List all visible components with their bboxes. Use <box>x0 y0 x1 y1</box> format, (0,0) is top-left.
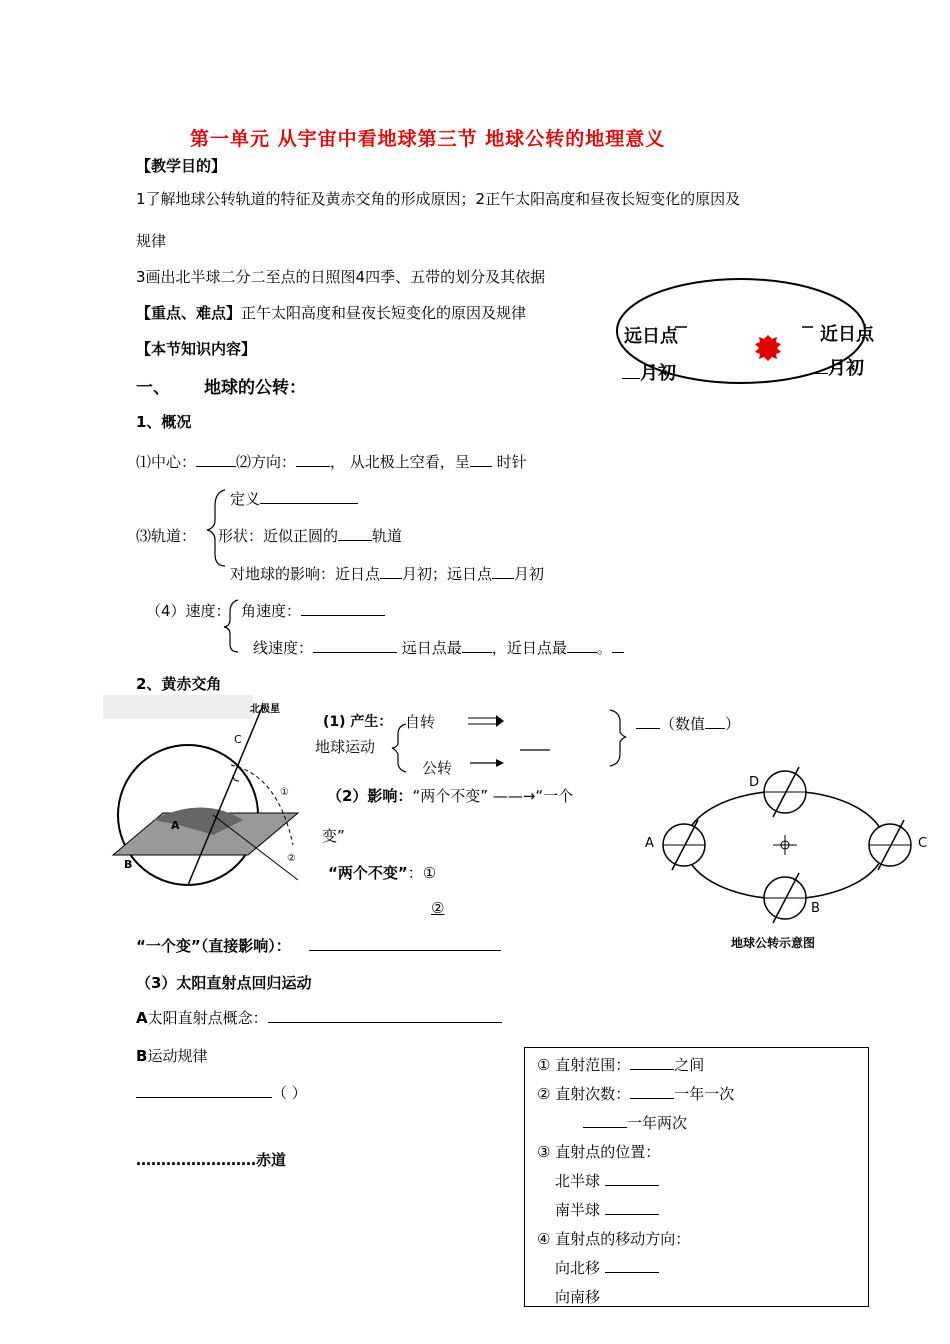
near-point-month: 月初 <box>810 354 864 380</box>
orbit-shape: 形状：近似正圆的 轨道 <box>218 527 403 545</box>
revolution-diagram <box>640 770 940 940</box>
near-point-label: 近日点 <box>820 324 874 345</box>
orbit-effect: 对地球的影响：近日点 月初；远日点 月初 <box>230 565 545 583</box>
key-label: 【重点、难点】 <box>136 304 242 322</box>
polaris-label: 北极星 <box>250 704 280 715</box>
goals-header: 【教学目的】 <box>136 157 227 175</box>
key-text: 正午太阳高度和昼夜长短变化的原因及规律 <box>241 304 527 322</box>
box-direction: ④ 直射点的移动方向： <box>537 1230 691 1248</box>
tilt-circle-2: ② <box>287 853 296 864</box>
two-unchanged: “两个不变”：① <box>328 864 437 882</box>
rev-d-label: D <box>749 775 760 790</box>
sun-icon <box>773 835 797 855</box>
orbit-define: 定义 <box>230 488 358 509</box>
box-times-2: 一年两次 <box>583 1112 687 1133</box>
earth-a <box>663 820 705 870</box>
box-move-north: 向北移 <box>555 1257 659 1278</box>
one-change: “一个变”（直接影响）： <box>136 935 501 956</box>
direct-point-box <box>524 1047 869 1307</box>
earth-b <box>764 873 806 923</box>
unchanged-item-2: ② <box>431 899 445 917</box>
revolution-label: 公转 <box>422 759 453 777</box>
influence-change: 变” <box>322 827 345 845</box>
rule-line: （ ） <box>136 1082 307 1103</box>
far-point-month: 月初 <box>622 359 676 385</box>
value-field: （数值 ） <box>636 713 740 734</box>
linear-speed: 线速度： 远日点最 ，近日点最 。 <box>253 637 624 658</box>
subsection-2: 2、黄赤交角 <box>136 675 222 693</box>
tilt-a-label: A <box>171 819 180 832</box>
equator-line: ……………………赤道 <box>136 1151 287 1169</box>
center-direction-line: ⑴中心： ⑵方向： ， 从北极上空看，呈 时针 <box>136 453 527 471</box>
earth-c <box>869 820 911 870</box>
tilt-c-label: C <box>234 733 242 746</box>
produce-arrows <box>390 700 640 780</box>
point-a: A太阳直射点概念： <box>136 1007 502 1028</box>
rev-b-label: B <box>811 901 820 916</box>
rotation-label: 自转 <box>405 713 436 731</box>
revolution-caption: 地球公转示意图 <box>731 936 816 950</box>
goal-line-1: 1了解地球公转轨道的特征及黄赤交角的形成原因；2正午太阳高度和昼夜长短变化的原因及 <box>136 190 741 208</box>
influence-line: （2）影响：“两个不变” ——→“一个 <box>327 787 574 805</box>
box-times: ② 直射次数： 一年一次 <box>537 1085 735 1103</box>
box-range: ① 直射范围： 之间 <box>537 1056 705 1074</box>
tilt-b-label: B <box>124 858 133 871</box>
sun-icon <box>755 335 781 361</box>
box-position: ③ 直射点的位置： <box>537 1143 661 1161</box>
subsection-1: 1、概况 <box>136 413 192 431</box>
earth-d <box>764 767 806 817</box>
box-south: 南半球 <box>555 1199 659 1220</box>
tilt-diagram <box>103 695 303 887</box>
box-move-south: 向南移 <box>555 1288 601 1306</box>
earth-motion-label: 地球运动 <box>315 738 376 756</box>
subsection-3: （3）太阳直射点回归运动 <box>136 974 312 992</box>
tilt-circle-1: ① <box>280 787 289 798</box>
section-1-number: 一、 <box>136 378 170 398</box>
rev-c-label: C <box>918 836 928 851</box>
section-1-title: 地球的公转： <box>204 378 306 398</box>
goal-line-3: 3画出北半球二分二至点的日照图4四季、五带的划分及其依据 <box>136 268 546 286</box>
produce-label: (1) 产生： <box>323 714 393 730</box>
content-header: 【本节知识内容】 <box>136 340 257 358</box>
point-b: B运动规律 <box>136 1047 208 1065</box>
goal-line-2: 规律 <box>136 232 167 250</box>
speed-label: （4）速度： <box>146 602 231 620</box>
angular-speed: 角速度： <box>241 600 385 621</box>
rev-a-label: A <box>645 836 654 851</box>
orbit-label: ⑶轨道： <box>136 527 197 545</box>
box-north: 北半球 <box>555 1170 659 1191</box>
far-point-label: 远日点 <box>624 326 678 347</box>
page-title: 第一单元 从宇宙中看地球第三节 地球公转的地理意义 <box>190 128 666 150</box>
key-points <box>136 302 526 323</box>
